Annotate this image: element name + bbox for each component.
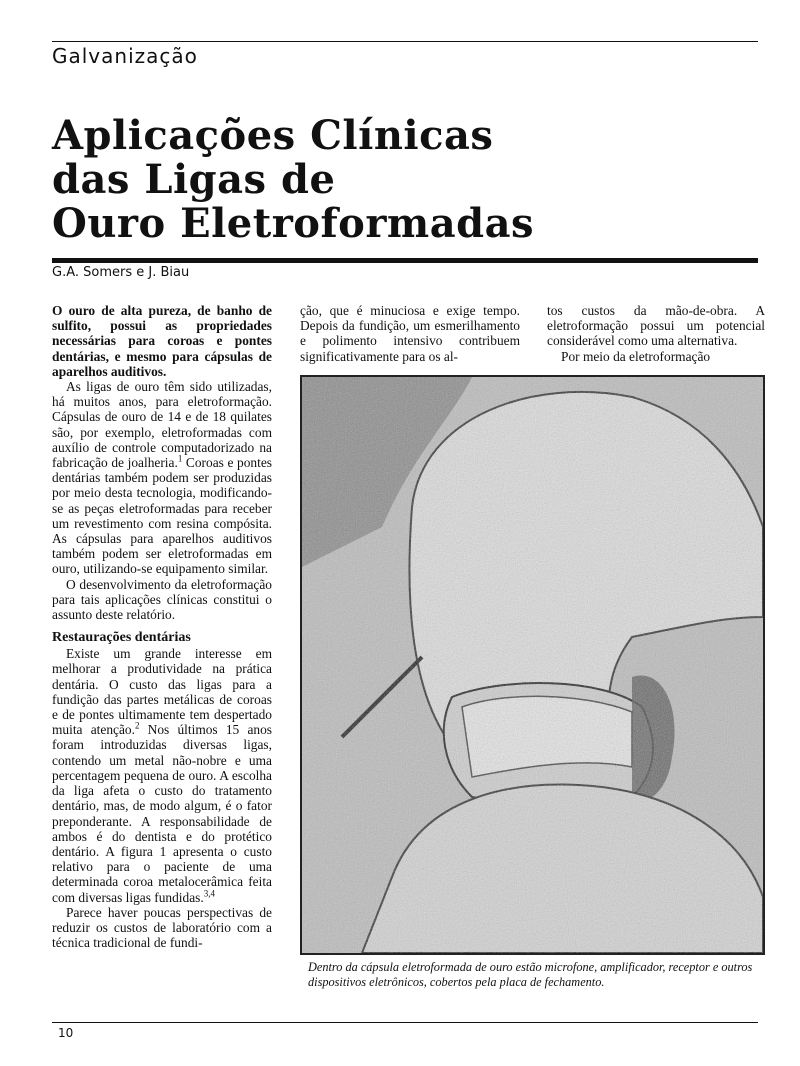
- title-line-2: das Ligas de: [52, 156, 336, 203]
- article-title: [52, 112, 535, 247]
- subheading: Restaurações dentárias: [52, 630, 191, 646]
- body-paragraph: Parece haver poucas perspectivas de reduzir os custos de laboratório com a técnica tradicional de fundi-: [52, 904, 272, 951]
- lead-paragraph: O ouro de alta pureza, de banho de sulfito, possui as propriedades necessárias para coroas e pontes dentárias, e mesmo para cápsulas de aparelhos auditivos.: [52, 303, 272, 379]
- header-rule: [52, 41, 758, 42]
- section-label: Galvanização: [52, 44, 198, 68]
- body-paragraph: tos custos da mão-de-obra. A eletroformação possui um potencial considerável como uma alternativa.: [547, 303, 765, 349]
- hearing-aid-capsule-image: [302, 377, 763, 953]
- authors: G.A. Somers e J. Biau: [52, 265, 190, 280]
- title-line-1: Aplicações Clínicas: [52, 112, 494, 159]
- page-number: 10: [58, 1026, 74, 1040]
- column-2: [300, 303, 520, 364]
- footer-rule: [52, 1022, 758, 1023]
- body-paragraph: As ligas de ouro têm sido utilizadas, há muitos anos, para eletroformação. Cápsulas de ouro de 14 e de 18 quilates são, por exemplo, eletroformadas com auxílio de controle computadorizado na fabricação de joalheria.$^1$ Coroas e pontes dentárias também podem ser produzidas por meio desta tecnologia, modificando-se as peças eletroformadas para receber um revestimento com resina compósita. As cápsulas para aparelhos auditivos também podem ser eletroformadas em ouro, utilizando-se equipamento similar.: [52, 379, 272, 577]
- column-1: [52, 303, 272, 950]
- figure-caption: Dentro da cápsula eletroformada de ouro estão microfone, amplificador, receptor e outros dispositivos eletrônicos, cobertos pela placa de fechamento.: [308, 960, 753, 989]
- title-line-3: Ouro Eletroformadas: [52, 200, 535, 247]
- figure-photo: [300, 375, 765, 955]
- footnote-ref: 1: [177, 453, 183, 464]
- body-paragraph: ção, que é minuciosa e exige tempo. Depois da fundição, um esmerilhamento e polimento intensivo contribuem significativamente para os al-: [300, 303, 520, 364]
- body-paragraph: Por meio da eletroformação: [561, 348, 711, 364]
- body-paragraph: O desenvolvimento da eletroformação para tais aplicações clínicas constitui o assunto deste relatório.: [52, 576, 272, 623]
- footnote-ref: 2: [134, 720, 140, 731]
- footnote-ref: 3,4: [203, 888, 215, 899]
- column-3: [547, 303, 765, 364]
- title-rule: [52, 258, 758, 263]
- body-paragraph: Existe um grande interesse em melhorar a produtividade na prática dentária. O custo das ligas para a fundição das partes metálicas de coroas e de pontes ultimamente tem despertado muita atenção.$^2$ Nos últimos 15 anos foram introduzidas diversas ligas, contendo um metal não-nobre e uma percentagem pequena de ouro. A escolha da liga afeta o custo do tratamento dentário, mas, de modo algum, é o fator preponderante. A responsabilidade de ambos é do dentista e do protético dentário. A figura 1 apresenta o custo relativo para o paciente de uma determinada coroa metalocerâmica feita com diversas ligas fundidas.$^{3,4}$: [52, 646, 272, 905]
